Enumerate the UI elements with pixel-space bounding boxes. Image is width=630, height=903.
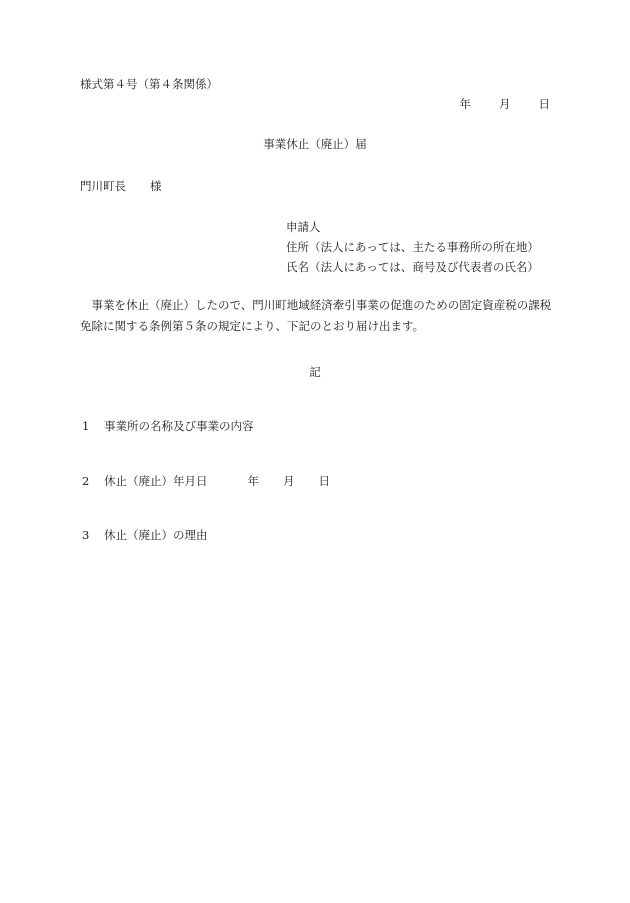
addressee [80,178,162,194]
applicant-heading: 申請人 [286,220,321,234]
item-number: 2 [82,474,90,488]
date-month: 月 [499,97,511,111]
suspension-date [248,474,331,488]
ki-heading: 記 [309,365,321,379]
list-item [80,418,254,434]
item-label: 事業所の名称及び事業の内容 [104,419,254,433]
honorific: 様 [150,179,162,193]
document-title: 事業休止（廃止）届 [263,137,367,151]
form-number: 様式第４号（第４条関係） [80,77,218,91]
submission-date [460,96,551,112]
body-paragraph: 事業を休止（廃止）したので、門川町地域経済牽引事業の促進のための固定資産税の課税免除に関する条例第５条の規定により、下記のとおり届け出ます。 [80,298,552,333]
applicant-block [286,217,539,277]
date-year: 年 [247,474,259,488]
date-day: 日 [318,474,330,488]
list-item [80,527,208,543]
applicant-name-label: 氏名（法人にあっては、商号及び代表者の氏名） [286,260,539,274]
date-month: 月 [283,474,295,488]
item-label: 休止（廃止）の理由 [104,528,208,542]
addressee-name: 門川町長 [80,179,126,193]
list-item [80,473,330,489]
date-year: 年 [459,97,471,111]
item-label: 休止（廃止）年月日 [104,474,208,488]
applicant-address-label: 住所（法人にあっては、主たる事務所の所在地） [286,240,539,254]
item-number: 3 [82,528,90,542]
item-number: 1 [82,419,90,433]
date-day: 日 [538,97,550,111]
